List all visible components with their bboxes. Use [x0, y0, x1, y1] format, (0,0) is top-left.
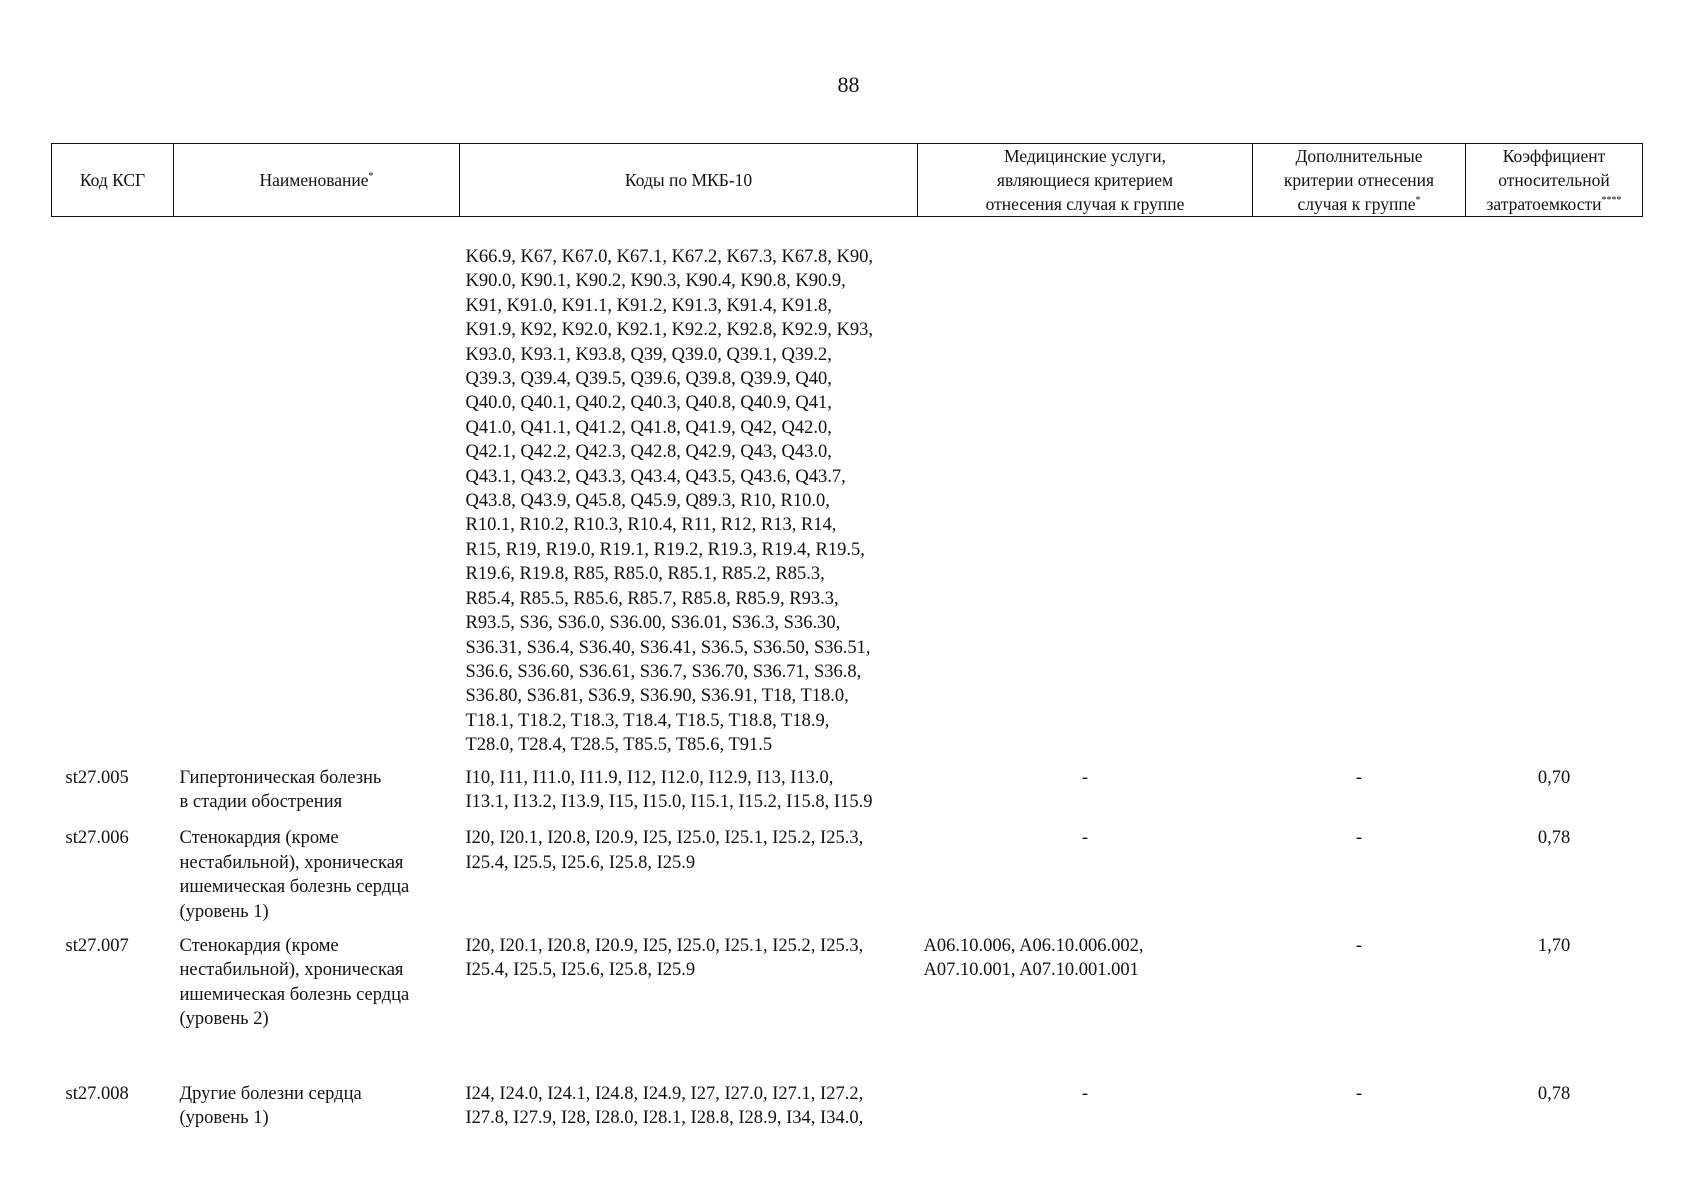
cell-name: [174, 245, 460, 766]
header-extra-text: Дополнительные критерии отнесения случая к группе: [1283, 146, 1435, 214]
header-extra: [1253, 144, 1466, 217]
cell-coef: 0,78: [1537, 828, 1571, 849]
header-name: [174, 144, 460, 217]
cell-name: Стенокардия (кроме нестабильной), хроническая ишемическая болезнь сердца (уровень 1): [179, 828, 410, 922]
cell-code: st27.005: [65, 767, 129, 788]
table-spacer: [52, 217, 1643, 246]
table-body: [52, 217, 1643, 1131]
cell-extra: [1253, 245, 1466, 766]
cell-extra: -: [1355, 828, 1363, 849]
cell-services: A06.10.006, A06.10.006.002, A07.10.001, A07.10.001.001: [923, 935, 1144, 981]
header-mkb-text: Коды по МКБ-10: [624, 170, 753, 190]
cell-code: [52, 245, 174, 766]
cell-code: st27.008: [65, 1083, 129, 1104]
table-row: [52, 826, 1643, 934]
cell-services: -: [1081, 767, 1089, 788]
table-row: [52, 245, 1643, 766]
cell-name: Другие болезни сердца (уровень 1): [179, 1083, 362, 1128]
header-coef-footnote-mark: ****: [1601, 195, 1622, 206]
header-row: [52, 144, 1643, 217]
header-mkb: [460, 144, 918, 217]
cell-coef: 1,70: [1537, 935, 1571, 956]
ksg-table: [51, 143, 1643, 1130]
header-code: [52, 144, 174, 217]
cell-coef: [1466, 245, 1643, 766]
cell-name: Стенокардия (кроме нестабильной), хроническая ишемическая болезнь сердца (уровень 2): [179, 935, 410, 1030]
cell-code: st27.007: [65, 935, 129, 956]
header-coef-text: Коэффициент относительной затратоемкости: [1486, 146, 1610, 214]
header-services-text: Медицинские услуги, являющиеся критерием отнесения случая к группе: [985, 146, 1185, 214]
cell-mkb: K66.9, K67, K67.0, K67.1, K67.2, K67.3, K67.8, K90, K90.0, K90.1, K90.2, K90.3, K90.4, K90.8, K90.9, K91, K91.0, K91.1, K91.2, K91.3, K91.4, K91.8, K91.9, K92, K92.0, K92.1, K92.2, K92.8, K92.9, K93, K93.0, K93.1, K93.8, Q39, Q39.0, Q39.1, Q39.2, Q39.3, Q39.4, Q39.5, Q39.6, Q39.8, Q39.9, Q40, Q40.0, Q40.1, Q40.2, Q40.3, Q40.8, Q40.9, Q41, Q41.0, Q41.1, Q41.2, Q41.8, Q41.9, Q42, Q42.0, Q42.1, Q42.2, Q42.3, Q42.8, Q42.9, Q43, Q43.0, Q43.1, Q43.2, Q43.3, Q43.4, Q43.5, Q43.6, Q43.7, Q43.8, Q43.9, Q45.8, Q45.9, Q89.3, R10, R10.0, R10.1, R10.2, R10.3, R10.4, R11, R12, R13, R14, R15, R19, R19.0, R19.1, R19.2, R19.3, R19.4, R19.5, R19.6, R19.8, R85, R85.0, R85.1, R85.2, R85.3, R85.4, R85.5, R85.6, R85.7, R85.8, R85.9, R93.3, R93.5, S36, S36.0, S36.00, S36.01, S36.3, S36.30, S36.31, S36.4, S36.40, S36.41, S36.5, S36.50, S36.51, S36.6, S36.60, S36.61, S36.7, S36.70, S36.71, S36.8, S36.80, S36.81, S36.9, S36.90, S36.91, T18, T18.0, T18.1, T18.2, T18.3, T18.4, T18.5, T18.8, T18.9, T28.0, T28.4, T28.5, T85.5, T85.6, T91.5: [465, 247, 874, 756]
table-row: [52, 766, 1643, 827]
cell-name: Гипертоническая болезнь в стадии обострения: [179, 767, 382, 812]
table-row: [52, 1082, 1643, 1131]
cell-extra: -: [1355, 767, 1363, 788]
cell-extra: -: [1355, 1083, 1363, 1104]
cell-extra: -: [1355, 935, 1363, 956]
table-row: [52, 934, 1643, 1082]
ksg-table-container: [51, 143, 1642, 1130]
cell-services: -: [1081, 1083, 1089, 1104]
cell-coef: 0,70: [1537, 767, 1571, 788]
cell-mkb: I20, I20.1, I20.8, I20.9, I25, I25.0, I25.1, I25.2, I25.3, I25.4, I25.5, I25.6, I25.8, I25.9: [465, 828, 864, 873]
header-code-text: Код КСГ: [79, 170, 146, 190]
cell-services: -: [1081, 828, 1089, 849]
header-name-footnote-mark: *: [368, 171, 374, 182]
header-name-text: Наименование: [259, 170, 369, 190]
cell-mkb: I20, I20.1, I20.8, I20.9, I25, I25.0, I25.1, I25.2, I25.3, I25.4, I25.5, I25.6, I25.8, I25.9: [465, 935, 864, 981]
cell-services: [918, 245, 1253, 766]
cell-coef: 0,78: [1537, 1083, 1571, 1104]
table-header: [52, 144, 1643, 217]
header-services: [918, 144, 1253, 217]
cell-mkb: I10, I11, I11.0, I11.9, I12, I12.0, I12.9, I13, I13.0, I13.1, I13.2, I13.9, I15, I15.0, I15.1, I15.2, I15.8, I15.9: [465, 767, 873, 812]
page-number: 88: [837, 72, 860, 97]
header-coef: [1466, 144, 1643, 217]
cell-code: st27.006: [65, 828, 129, 849]
header-extra-footnote-mark: *: [1415, 195, 1421, 206]
cell-mkb: I24, I24.0, I24.1, I24.8, I24.9, I27, I27.0, I27.1, I27.2, I27.8, I27.9, I28, I28.0, I28.1, I28.8, I28.9, I34, I34.0,: [465, 1083, 864, 1128]
